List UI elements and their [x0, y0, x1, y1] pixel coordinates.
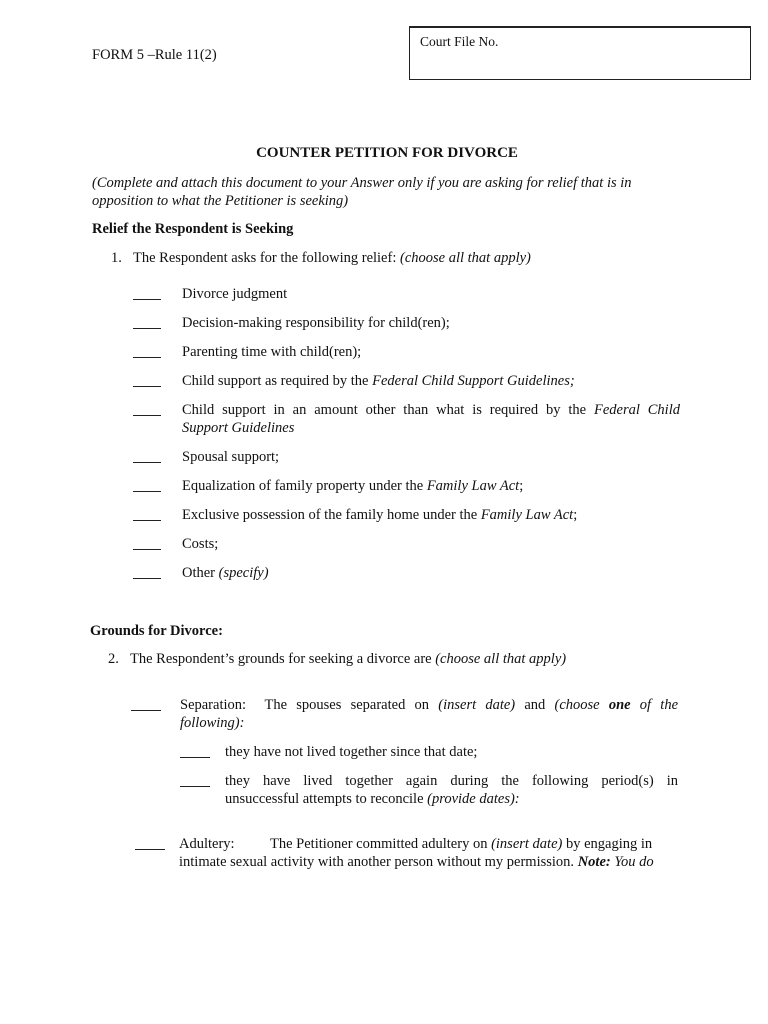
- item-2-text: The Respondent’s grounds for seeking a divorce are (choose all that apply): [130, 651, 567, 667]
- not-lived-together-checkbox[interactable]: [180, 757, 210, 758]
- divorce-judgment-checkbox[interactable]: [133, 299, 161, 300]
- decision-making-checkbox[interactable]: [133, 328, 161, 329]
- adultery-checkbox[interactable]: [135, 849, 165, 850]
- instructions-line-2: opposition to what the Petitioner is seeking): [92, 193, 349, 209]
- parenting-time-checkbox[interactable]: [133, 357, 161, 358]
- child-support-other-checkbox[interactable]: [133, 415, 161, 416]
- separation-checkbox[interactable]: [131, 710, 161, 711]
- spousal-support-checkbox[interactable]: [133, 462, 161, 463]
- child-support-checkbox[interactable]: [133, 386, 161, 387]
- equalization-checkbox[interactable]: [133, 491, 161, 492]
- item-1-text: The Respondent asks for the following relief: (choose all that apply): [133, 250, 531, 266]
- adultery-label: Adultery:: [179, 836, 235, 852]
- child-support-label: Child support as required by the Federal Child Support Guidelines;: [182, 373, 575, 389]
- parenting-time-label: Parenting time with child(ren);: [182, 344, 362, 360]
- other-label: Other (specify): [182, 565, 269, 581]
- lived-together-again-checkbox[interactable]: [180, 786, 210, 787]
- exclusive-possession-label: Exclusive possession of the family home under the Family Law Act;: [182, 507, 578, 523]
- court-file-label: Court File No.: [420, 34, 499, 49]
- court-file-number-box[interactable]: [409, 26, 751, 80]
- item-2-number: 2.: [108, 651, 119, 667]
- not-lived-together-label: they have not lived together since that date;: [225, 744, 478, 760]
- equalization-label: Equalization of family property under the Family Law Act;: [182, 478, 524, 494]
- separation-line-2: following):: [180, 715, 245, 731]
- other-checkbox[interactable]: [133, 578, 161, 579]
- costs-label: Costs;: [182, 536, 219, 552]
- adultery-line-1: The Petitioner committed adultery on (insert date) by engaging in: [270, 836, 653, 852]
- form-label: FORM 5 –Rule 11(2): [92, 47, 217, 63]
- exclusive-possession-checkbox[interactable]: [133, 520, 161, 521]
- separation-line-1: Separation: The spouses separated on (insert date) and (choose one of the: [180, 697, 679, 713]
- child-support-other-label-line-2: Support Guidelines: [182, 420, 295, 436]
- document-title: COUNTER PETITION FOR DIVORCE: [256, 145, 518, 161]
- item-1-number: 1.: [111, 250, 122, 266]
- lived-together-again-line-2: unsuccessful attempts to reconcile (provide dates):: [225, 791, 520, 807]
- decision-making-label: Decision-making responsibility for child(ren);: [182, 315, 450, 331]
- child-support-other-label-line-1: Child support in an amount other than what is required by the Federal Child: [182, 402, 680, 418]
- spousal-support-label: Spousal support;: [182, 449, 280, 465]
- grounds-heading: Grounds for Divorce:: [90, 623, 223, 639]
- relief-heading: Relief the Respondent is Seeking: [92, 221, 294, 237]
- adultery-line-2: intimate sexual activity with another person without my permission. Note: You do: [179, 854, 654, 870]
- costs-checkbox[interactable]: [133, 549, 161, 550]
- lived-together-again-line-1: they have lived together again during the following period(s) in: [225, 773, 678, 789]
- instructions-line-1: (Complete and attach this document to your Answer only if you are asking for relief that is in: [92, 175, 632, 191]
- divorce-judgment-label: Divorce judgment: [182, 286, 288, 302]
